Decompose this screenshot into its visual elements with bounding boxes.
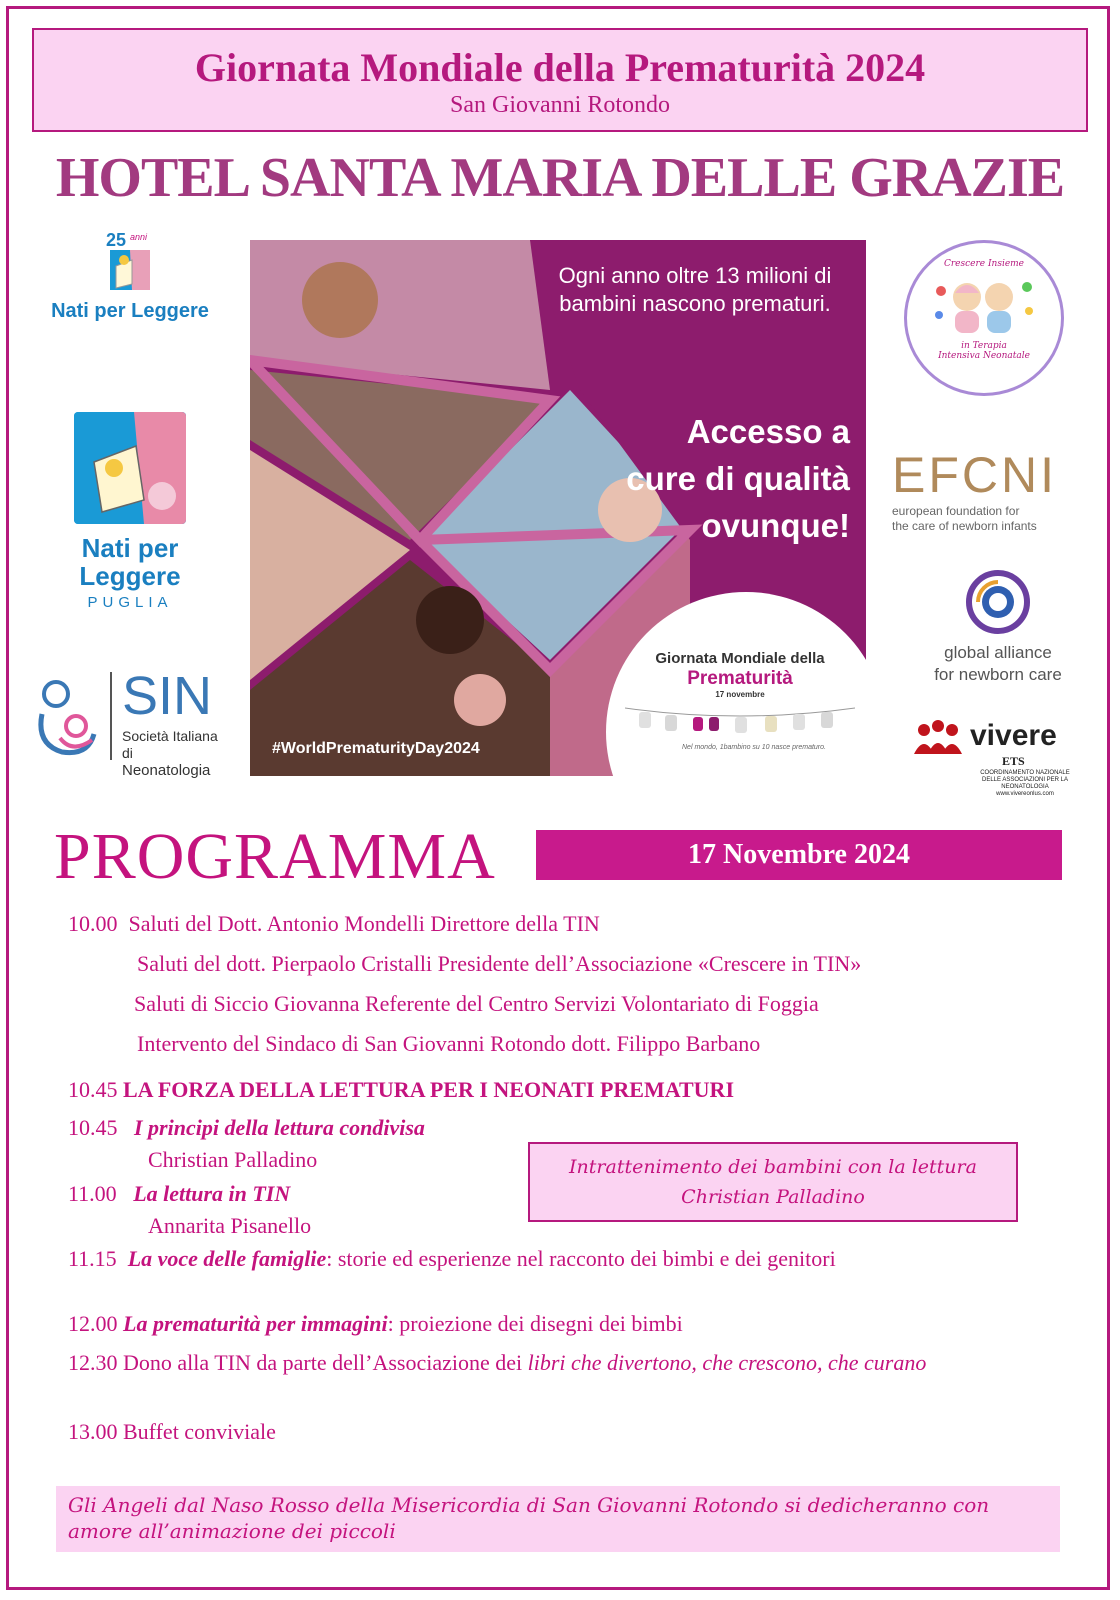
npl-puglia-line1: Nati per bbox=[81, 533, 179, 563]
program-text: : storie ed esperienze nel racconto dei bimbi e dei genitori bbox=[326, 1246, 836, 1271]
program-row-7 bbox=[68, 1182, 290, 1206]
vivere-name: vivere bbox=[970, 719, 1057, 752]
program-time: 11.15 bbox=[68, 1246, 117, 1271]
program-section-title: LA FORZA DELLA LETTURA PER I NEONATI PREMATURI bbox=[123, 1077, 735, 1102]
book-reading-icon bbox=[102, 230, 158, 292]
program-text: Buffet conviviale bbox=[123, 1419, 276, 1444]
vivere-url: www.vivereonlus.com bbox=[996, 791, 1054, 797]
program-time: 12.00 bbox=[68, 1311, 118, 1336]
poster-slogan-3: ovunque! bbox=[701, 507, 850, 544]
program-speaker: Christian Palladino bbox=[148, 1147, 318, 1172]
programma-date: 17 Novembre 2024 bbox=[536, 830, 1062, 880]
gafnc-ring-icon bbox=[966, 570, 1030, 634]
crescere-bottom-1: in Terapia bbox=[961, 341, 1007, 351]
program-text: Saluti del Dott. Antonio Mondelli Direttore della TIN bbox=[128, 911, 600, 936]
program-row-6 bbox=[68, 1116, 425, 1140]
event-location: San Giovanni Rotondo bbox=[450, 92, 670, 118]
sin-line2: Neonatologia bbox=[122, 762, 211, 779]
vivere-coord-line2: DELLE ASSOCIAZIONI PER LA NEONATOLOGIA bbox=[981, 777, 1069, 790]
vivere-figures-icon bbox=[912, 720, 964, 760]
npl25-badge-sub: anni bbox=[130, 232, 148, 242]
program-row-11 bbox=[68, 1420, 276, 1444]
program-row-3 bbox=[134, 992, 819, 1016]
program-text: Saluti del dott. Pierpaolo Cristalli Presidente dell’Associazione «Crescere in TIN» bbox=[137, 951, 862, 976]
program-speaker: Annarita Pisanello bbox=[148, 1213, 312, 1238]
program-row-9 bbox=[68, 1312, 683, 1336]
sin-subtitle bbox=[122, 728, 232, 779]
poster-disc-caption: Nel mondo, 1bambino su 10 nasce prematuro. bbox=[682, 744, 826, 751]
program-row-1 bbox=[68, 912, 600, 936]
program-text: : proiezione dei disegni dei bimbi bbox=[387, 1311, 683, 1336]
crescere-bottom-2: Intensiva Neonatale bbox=[938, 351, 1030, 361]
gafnc-line2: for newborn care bbox=[934, 665, 1062, 684]
nati-per-leggere-25-logo bbox=[40, 230, 220, 340]
poster-tagline-2: bambini nascono prematuri. bbox=[559, 291, 831, 316]
program-text: Intervento del Sindaco di San Giovanni Rotondo dott. Filippo Barbano bbox=[137, 1031, 761, 1056]
child-reading-icon bbox=[74, 412, 186, 524]
babies-illustration-icon bbox=[929, 271, 1039, 341]
poster-slogan-2: cure di qualità bbox=[626, 460, 850, 497]
program-time: 10.45 bbox=[68, 1077, 118, 1102]
vivere-coord-line1: COORDINAMENTO NAZIONALE bbox=[980, 770, 1070, 776]
program-talk-title: La prematurità per immagini bbox=[123, 1311, 388, 1336]
program-text: Dono alla TIN da parte dell’Associazione dei bbox=[123, 1350, 523, 1375]
programma-title: PROGRAMMA bbox=[54, 820, 496, 893]
sin-logo bbox=[32, 666, 232, 779]
program-row-8 bbox=[68, 1248, 1048, 1270]
sin-mother-child-icon bbox=[32, 674, 104, 758]
program-row-7-speaker bbox=[148, 1214, 311, 1238]
efcni-logo bbox=[892, 447, 1092, 540]
npl-puglia-line2: Leggere bbox=[79, 561, 181, 591]
footer-note: Gli Angeli dal Naso Rosso della Misericordia di San Giovanni Rotondo si dedicheranno con amore all’animazione dei piccoli bbox=[56, 1486, 1060, 1552]
program-row-10 bbox=[68, 1352, 1048, 1374]
clothesline-icon bbox=[625, 702, 855, 742]
program-time: 11.00 bbox=[68, 1181, 117, 1206]
program-time: 13.00 bbox=[68, 1419, 118, 1444]
program-time: 10.45 bbox=[68, 1115, 118, 1140]
poster-hashtag: #WorldPrematurityDay2024 bbox=[272, 740, 480, 757]
program-time: 12.30 bbox=[68, 1350, 118, 1375]
efcni-line2: the care of newborn infants bbox=[892, 519, 1037, 533]
program-talk-title: La lettura in TIN bbox=[133, 1181, 291, 1206]
program-talk-title: La voce delle famiglie bbox=[127, 1246, 327, 1271]
vivere-coord bbox=[960, 770, 1090, 798]
crescere-top-text: Crescere Insieme bbox=[943, 259, 1025, 269]
poster-tagline-1: Ogni anno oltre 13 milioni di bbox=[558, 263, 832, 288]
poster-disc-line1: Giornata Mondiale della bbox=[655, 650, 825, 667]
vivere-logo bbox=[912, 719, 1092, 797]
program-row-6-speaker bbox=[148, 1148, 317, 1172]
efcni-line1: european foundation for bbox=[892, 504, 1020, 518]
entertainment-line1: Intrattenimento dei bambini con la lettura bbox=[569, 1156, 977, 1178]
efcni-name: EFCNI bbox=[892, 447, 1057, 503]
program-row-5 bbox=[68, 1078, 734, 1102]
sin-title: SIN bbox=[122, 666, 213, 726]
program-row-2 bbox=[137, 952, 861, 976]
poster-disc-line2: Prematurità bbox=[687, 668, 793, 689]
poster-disc-date: 17 novembre bbox=[715, 690, 765, 699]
poster-slogan-1: Accesso a bbox=[686, 413, 850, 450]
entertainment-box bbox=[528, 1142, 1018, 1222]
crescere-insieme-logo bbox=[904, 240, 1064, 396]
event-title: Giornata Mondiale della Prematurità 2024 bbox=[194, 45, 926, 90]
venue-title: HOTEL SANTA MARIA DELLE GRAZIE bbox=[55, 147, 1065, 209]
world-prematurity-day-poster bbox=[250, 240, 866, 776]
gafnc-logo bbox=[908, 570, 1088, 690]
npl-puglia-region: PUGLIA bbox=[87, 594, 173, 611]
program-text: Saluti di Siccio Giovanna Referente del Centro Servizi Volontariato di Foggia bbox=[134, 991, 819, 1016]
npl25-label: Nati per Leggere bbox=[51, 300, 209, 322]
sin-divider bbox=[110, 672, 112, 760]
header-banner bbox=[32, 28, 1088, 132]
vivere-ets: ETS bbox=[1002, 754, 1025, 768]
program-italic-text: libri che divertono, che crescono, che curano bbox=[527, 1350, 927, 1375]
program-row-4 bbox=[137, 1032, 760, 1056]
npl25-badge: 25 bbox=[106, 230, 127, 250]
nati-per-leggere-puglia-logo bbox=[60, 412, 200, 612]
program-time: 10.00 bbox=[68, 911, 118, 936]
poster-slogan bbox=[570, 408, 850, 549]
entertainment-line2: Christian Palladino bbox=[681, 1186, 865, 1208]
sin-line1: Società Italiana di bbox=[122, 728, 218, 761]
program-talk-title: I principi della lettura condivisa bbox=[134, 1115, 425, 1140]
poster-tagline bbox=[540, 262, 850, 318]
gafnc-line1: global alliance bbox=[944, 643, 1052, 662]
